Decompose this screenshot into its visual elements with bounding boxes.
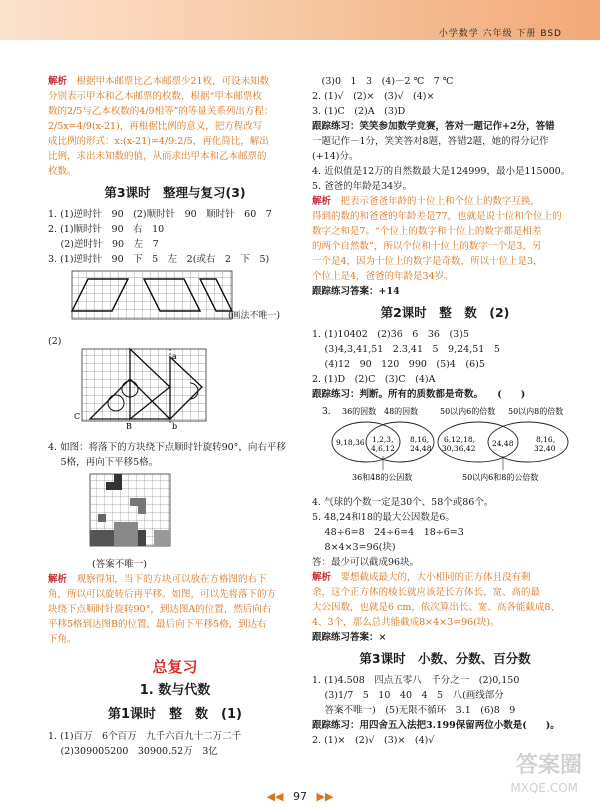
grid-figure-2 xyxy=(70,347,302,436)
analysis-line: 大公因数，也就是6 cm，依次算出长、宽、高各能截成8、 xyxy=(312,602,560,613)
answer-line: 答：最少可以截成96块。 xyxy=(312,557,420,568)
analysis-line: 解析 观察得知，当下的方块可以放在方格图的右下 xyxy=(48,574,267,585)
tetris-grid xyxy=(88,472,178,548)
lesson-title: 第3课时 小数、分数、百分数 xyxy=(359,651,531,666)
analysis-line: 解析 要想截成最大的，大小相同的正方体且没有剩 xyxy=(312,572,531,583)
answer-line: (3)1/7 5 10 40 4 5 八(画线部分 xyxy=(312,690,504,701)
figure-note: (答案不唯一) xyxy=(92,559,147,570)
venn-caption: 36和48的公因数 xyxy=(352,473,413,482)
answer-line: (2)逆时针 90 左 7 xyxy=(48,239,159,250)
grid-letter: C xyxy=(74,412,81,421)
answer-line: 2. (1)× (2)√ (3)× (4)√ xyxy=(312,735,435,746)
left-column xyxy=(48,74,302,759)
venn-caption: 50以内6和8的公倍数 xyxy=(462,473,539,482)
lesson-title: 第2课时 整 数 (2) xyxy=(380,305,510,320)
follow-up-line: 跟踪练习：笑笑参加数学竞赛，答对一题记作+2分，答错 xyxy=(312,121,555,132)
answer-line: 答案不唯一) (5)无限不循环 3.1 (6)8 9 xyxy=(312,705,516,716)
analysis-line: 个位上是4，爸爸的年龄是34岁。 xyxy=(312,271,454,282)
follow-up-answer: 跟踪练习答案：× xyxy=(312,632,387,643)
answer-line: 2. (1)√ (2)× (3)√ (4)× xyxy=(312,91,435,102)
answer-line: 1. (1)百万 6个百万 九千六百九十二万二千 xyxy=(48,731,242,742)
venn-svg xyxy=(322,404,578,488)
venn-cell: 6,12,18, xyxy=(444,435,476,444)
grid-letter: a xyxy=(172,352,177,361)
venn-diagrams xyxy=(322,404,578,493)
venn-cell: 8,16, xyxy=(536,435,556,444)
venn-cell: 1,2,3, xyxy=(372,435,394,444)
answer-line: (2)309005200 30900.52万 3亿 xyxy=(48,746,218,757)
venn-header: 50以内8的倍数 xyxy=(508,407,564,416)
venn-cell: 24,48 xyxy=(492,439,514,448)
page-number: 97 xyxy=(293,790,307,803)
right-column xyxy=(312,74,578,748)
analysis-line: 的两个自然数”，所以个位和十位上的数字一个是3，另 xyxy=(312,241,542,252)
follow-up-line: 一题记作－1分，笑笑答对8题，答错2题，她的得分记作 xyxy=(312,136,549,147)
follow-up-line: 跟踪练习：判断。所有的质数都是奇数。 ( ) xyxy=(312,389,526,400)
answer-line: (3)4,3,41,51 2.3,41 5 9,24,51 5 xyxy=(312,344,500,355)
venn-header: 48的因数 xyxy=(384,407,419,416)
watermark-url: MXQE.COM xyxy=(510,781,578,795)
grid-letter: B xyxy=(126,422,132,431)
follow-up-line: 跟踪练习：用四舍五入法把3.199保留两位小数是( )。 xyxy=(312,720,560,731)
next-page-icon[interactable]: ▶▶ xyxy=(316,790,334,803)
answer-line: 8×4×3=96(块) xyxy=(312,542,396,553)
analysis-line: 角，所以可以旋转后再平移。如图，可以先将落下的方 xyxy=(48,589,277,600)
answer-line: 1. (1)逆时针 90 (2)顺时针 90 顺时针 60 7 xyxy=(48,209,272,220)
venn-cell: 4,6,12 xyxy=(371,444,395,453)
answer-line: 4. 如图：将落下的方块绕下点顺时针旋转90°，向右平移 xyxy=(48,442,286,453)
follow-up-answer: 跟踪练习答案：+14 xyxy=(312,286,400,297)
analysis-line: 一个是4，因为十位上的数字是奇数，所以十位上是3， xyxy=(312,256,543,267)
grid-letter: b xyxy=(172,422,178,431)
answer-line: 3. (1)C (2)A (3)D xyxy=(312,106,406,117)
answer-line: 2. (1)顺时针 90 右 10 xyxy=(48,224,165,235)
analysis-line: 比例，求出未知数的值，从而求出甲本和乙本邮票的 xyxy=(48,151,267,162)
answer-line: 5格，再向下平移5格。 xyxy=(48,457,159,468)
venn-header: 50以内6的倍数 xyxy=(440,407,496,416)
venn-cell: 30,36,42 xyxy=(442,444,476,453)
answer-line: 5. 48,24和18的最大公因数是6。 xyxy=(312,512,455,523)
answer-line: 3. (1)逆时针 90 下 5 左 2(或右 2 下 5) xyxy=(48,254,270,265)
answer-line: 1. (1)4.508 四点五零八 千分之一 (2)0,150 xyxy=(312,675,520,686)
venn-cell: 24,48 xyxy=(410,444,432,453)
venn-cell: 9,18,36 xyxy=(336,438,365,447)
analysis-line: 块绕下点顺时针旋转90°，到达图A的位置，然后向右 xyxy=(48,604,272,615)
section-title: 1. 数与代数 xyxy=(139,683,211,698)
analysis-line: 4、3个，那么总共能截成8×4×3=96(块)。 xyxy=(312,617,500,628)
answer-line: (3)0 1 3 (4)－2 ℃ 7 ℃ xyxy=(312,76,454,87)
grid-figure-3 xyxy=(88,472,302,553)
analysis-line: 数的2/5与乙本枚数的4/9相等”的等量关系列出方程： xyxy=(48,106,274,117)
lesson-title: 第3课时 整理与复习(3) xyxy=(104,185,246,200)
prev-page-icon[interactable]: ◀◀ xyxy=(266,790,284,803)
analysis-line: 枚数。 xyxy=(48,166,77,177)
watermark-logo: 答案圈 xyxy=(515,753,582,778)
analysis-line: 得到的数的和爸爸的年龄差是77，也就是说十位和个位上的 xyxy=(312,211,562,222)
figure-note: (画法不唯一) xyxy=(228,311,281,321)
analysis-line: 成比例的形式：x:(x-21)=4/9:2/5，再化简比，解出 xyxy=(48,136,269,147)
analysis-line: 平移5格到达图B的位置，最后向下平移5格，到达右 xyxy=(48,619,267,630)
answer-line: 1. (1)10402 (2)36 6 36 (3)5 xyxy=(312,329,469,340)
answer-line: 4. 近似值是12万的自然数最大是124999，最小是115000。 xyxy=(312,166,571,177)
answer-line: 5. 爸爸的年龄是34岁。 xyxy=(312,181,413,192)
analysis-line: 下角。 xyxy=(48,634,77,645)
page-header xyxy=(0,0,600,40)
rotation-grid xyxy=(70,347,220,431)
analysis-line: 解析 把表示爸爸年龄的十位上和个位上的数字互换， xyxy=(312,196,541,207)
lesson-title: 第1课时 整 数 (1) xyxy=(108,707,242,722)
answer-line: (4)12 90 120 990 (5)4 (6)5 xyxy=(312,359,485,370)
question-label: 3. xyxy=(322,407,331,417)
venn-header: 36的因数 xyxy=(342,407,377,416)
answer-line: 2. (1)D (2)C (3)C (4)A xyxy=(312,374,436,385)
follow-up-line: (+14)分。 xyxy=(312,151,359,162)
grid-figure-1 xyxy=(70,269,302,330)
analysis-line: 数字之和是7。“个位上的数字和十位上的数字都是相差 xyxy=(312,226,542,237)
figure-label: (2) xyxy=(48,336,62,347)
answer-line: 48÷6=8 24÷6=4 18÷6=3 xyxy=(312,527,464,538)
analysis-line: 分别表示甲本和乙本邮票的枚数，根据“甲本邮票枚 xyxy=(48,91,262,102)
analysis-line: 解析 根据甲本邮票比乙本邮票少21枚，可设未知数 xyxy=(48,76,270,87)
answer-line: 4. 气球的个数一定是30个、58个或86个。 xyxy=(312,497,494,508)
review-title: 总复习 xyxy=(152,658,198,676)
analysis-line: 2/5x=4/9(x-21)，再根据比例的意义，把方程改写 xyxy=(48,121,263,132)
venn-cell: 32,40 xyxy=(534,444,556,453)
analysis-line: 余，这个正方体的棱长就应该是长方体长、宽、高的最 xyxy=(312,587,541,598)
venn-cell: 8,16, xyxy=(410,435,430,444)
book-title: 小学数学 六年级 下册 BSD xyxy=(438,29,562,39)
